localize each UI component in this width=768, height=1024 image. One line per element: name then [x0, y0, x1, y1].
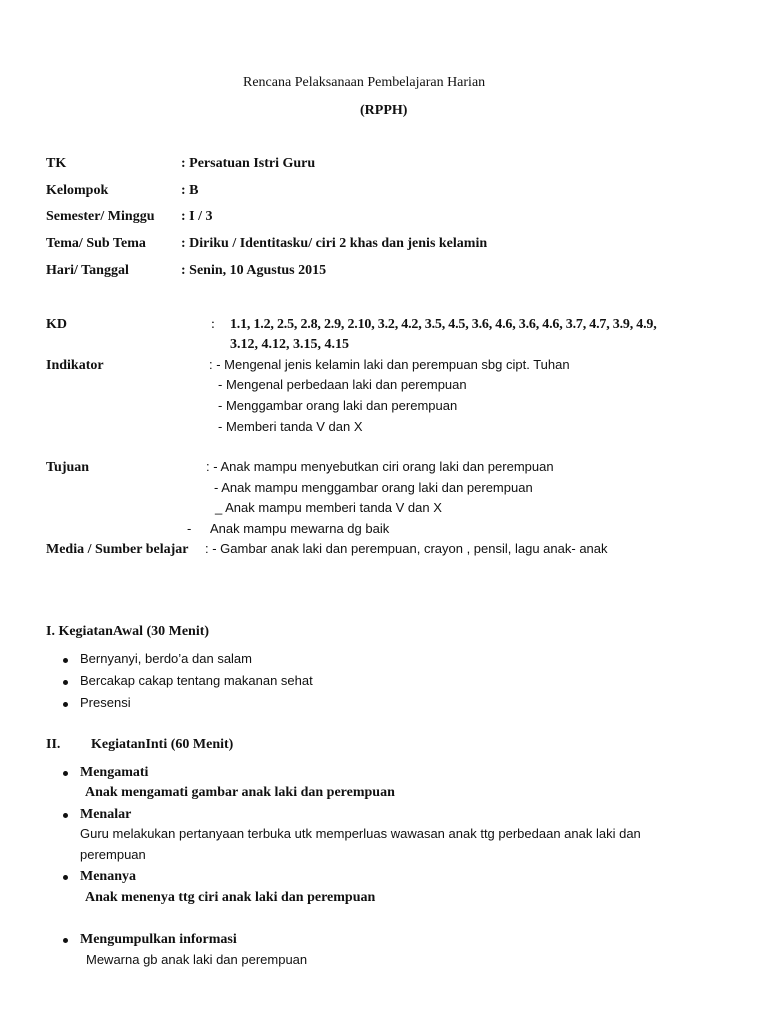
bullet-icon	[63, 875, 68, 880]
info-value-semester: : I / 3	[181, 209, 213, 224]
tujuan-item: - Anak mampu menggambar orang laki dan perempuan	[214, 480, 533, 495]
section1-item: Presensi	[80, 695, 131, 710]
info-label-kelompok: Kelompok	[46, 183, 109, 198]
kd-codes-line1: 1.1, 1.2, 2.5, 2.8, 2.9, 2.10, 3.2, 4.2, 3.5, 4.5, 3.6, 4.6, 3.6, 4.6, 3.7, 4.7, 3.9, 4.9,	[230, 317, 657, 332]
kd-codes-line2: 3.12, 4.12, 3.15, 4.15	[230, 337, 349, 352]
info-value-hari: : Senin, 10 Agustus 2015	[181, 263, 327, 278]
section2-item-body: Mewarna gb anak laki dan perempuan	[86, 952, 308, 967]
info-label-semester: Semester/ Minggu	[46, 209, 155, 224]
info-label-hari: Hari/ Tanggal	[46, 263, 129, 278]
indikator-item: - Menggambar orang laki dan perempuan	[218, 398, 458, 413]
kd-colon: :	[211, 317, 215, 332]
tujuan-item: _ Anak mampu memberi tanda V dan X	[215, 500, 442, 515]
bullet-icon	[63, 813, 68, 818]
section1-item: Bercakap cakap tentang makanan sehat	[80, 673, 313, 688]
indikator-item: - Memberi tanda V dan X	[218, 419, 363, 434]
section2-item-body: Anak menenya ttg ciri anak laki dan perempuan	[85, 890, 376, 905]
bullet-icon	[63, 658, 68, 663]
section2-title: KegiatanInti (60 Menit)	[91, 737, 234, 752]
info-label-tema: Tema/ Sub Tema	[46, 236, 146, 251]
bullet-icon	[63, 680, 68, 685]
section2-item-body: Guru melakukan pertanyaan terbuka utk memperluas wawasan anak ttg perbedaan anak laki dan	[80, 826, 641, 841]
indikator-label: Indikator	[46, 358, 104, 373]
section2-item-head: Mengumpulkan informasi	[80, 932, 237, 947]
section2-item-head: Mengamati	[80, 765, 149, 780]
document-subtitle: (RPPH)	[360, 103, 408, 118]
indikator-item: : - Mengenal jenis kelamin laki dan perempuan sbg cipt. Tuhan	[209, 357, 570, 372]
tujuan-item: : - Anak mampu menyebutkan ciri orang laki dan perempuan	[206, 459, 554, 474]
section1-title: I. KegiatanAwal (30 Menit)	[46, 624, 210, 639]
kd-label: KD	[46, 317, 67, 332]
tujuan-label: Tujuan	[46, 460, 90, 475]
section2-item-body: Anak mengamati gambar anak laki dan perempuan	[85, 785, 395, 800]
indikator-item: - Mengenal perbedaan laki dan perempuan	[218, 377, 467, 392]
tujuan-extra-dash: -	[187, 521, 192, 536]
section2-item-head: Menalar	[80, 807, 132, 822]
document-title: Rencana Pelaksanaan Pembelajaran Harian	[243, 75, 486, 90]
info-value-kelompok: : B	[181, 183, 199, 198]
section1-item: Bernyanyi, berdo’a dan salam	[80, 651, 252, 666]
info-value-tema: : Diriku / Identitasku/ ciri 2 khas dan jenis kelamin	[181, 236, 488, 251]
bullet-icon	[63, 938, 68, 943]
section2-item-body: perempuan	[80, 847, 146, 862]
media-value: : - Gambar anak laki dan perempuan, crayon , pensil, lagu anak- anak	[205, 541, 608, 556]
info-value-tk: : Persatuan Istri Guru	[181, 156, 316, 171]
section2-number: II.	[46, 737, 61, 752]
bullet-icon	[63, 702, 68, 707]
tujuan-extra-item: Anak mampu mewarna dg baik	[210, 521, 390, 536]
section2-item-head: Menanya	[80, 869, 136, 884]
media-label: Media / Sumber belajar	[46, 542, 189, 557]
bullet-icon	[63, 771, 68, 776]
info-label-tk: TK	[46, 156, 67, 171]
